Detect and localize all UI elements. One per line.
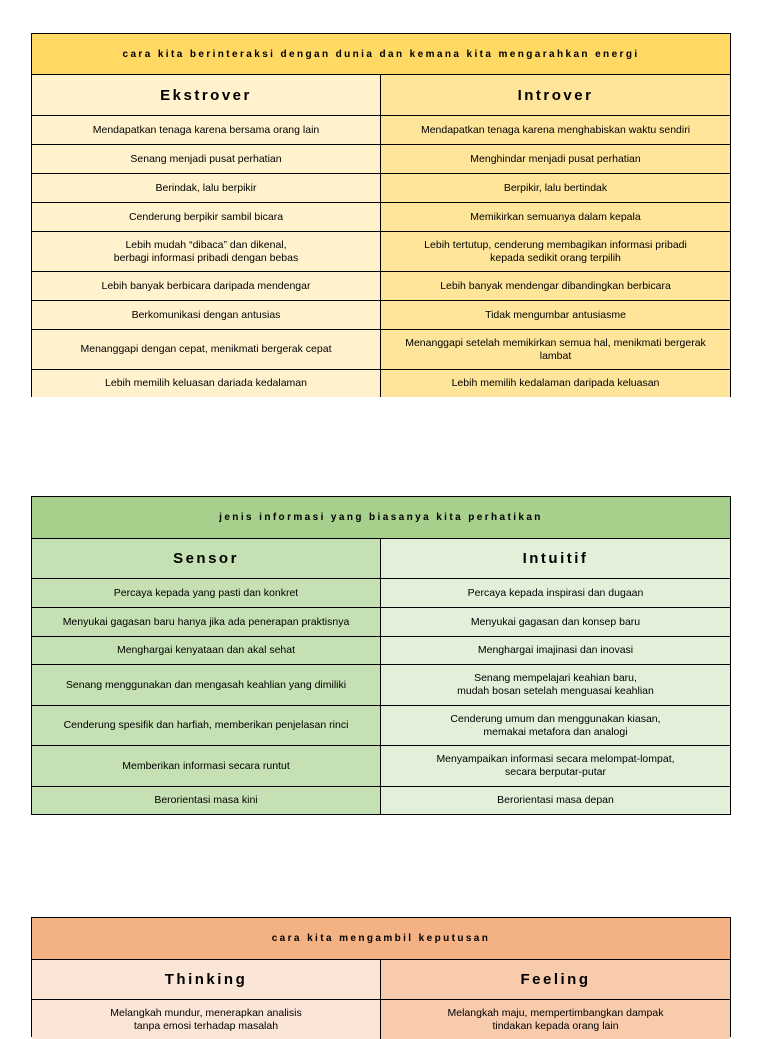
table-row [32, 231, 730, 271]
header-thinking: Thinking [32, 960, 381, 999]
table-row [32, 300, 730, 329]
table-row [32, 173, 730, 202]
header-intuitif: Intuitif [381, 539, 730, 578]
cell-right: Menghindar menjadi pusat perhatian [381, 145, 730, 173]
cell-left: Berorientasi masa kini [32, 787, 381, 814]
table-row [32, 664, 730, 705]
header-introver: Introver [381, 75, 730, 115]
table-row [32, 115, 730, 144]
cell-left: Berindak, lalu berpikir [32, 174, 381, 202]
table-row [32, 745, 730, 786]
cell-right: Menyampaikan informasi secara melompat-lompat, secara berputar-putar [381, 746, 730, 786]
header-sensor: Sensor [32, 539, 381, 578]
header-row [32, 959, 730, 999]
cell-left: Lebih memilih keluasan dariada kedalaman [32, 370, 381, 397]
table-row [32, 329, 730, 369]
table-title: cara kita mengambil keputusan [32, 918, 730, 959]
cell-right: Memikirkan semuanya dalam kepala [381, 203, 730, 231]
cell-left: Berkomunikasi dengan antusias [32, 301, 381, 329]
cell-right: Lebih memilih kedalaman daripada keluasan [381, 370, 730, 397]
table-row [32, 144, 730, 173]
cell-left: Menghargai kenyataan dan akal sehat [32, 637, 381, 664]
cell-left: Cenderung berpikir sambil bicara [32, 203, 381, 231]
table-row [32, 369, 730, 397]
cell-left: Percaya kepada yang pasti dan konkret [32, 579, 381, 607]
cell-left: Cenderung spesifik dan harfiah, memberikan penjelasan rinci [32, 706, 381, 745]
table-row [32, 786, 730, 814]
cell-right: Berpikir, lalu bertindak [381, 174, 730, 202]
cell-right: Senang mempelajari keahian baru, mudah bosan setelah menguasai keahlian [381, 665, 730, 705]
table-row [32, 607, 730, 636]
table-ekstrover-introver [31, 33, 731, 397]
table-row [32, 999, 730, 1039]
table-title: cara kita berinteraksi dengan dunia dan kemana kita mengarahkan energi [32, 34, 730, 74]
cell-right: Lebih tertutup, cenderung membagikan informasi pribadi kepada sedikit orang terpilih [381, 232, 730, 271]
cell-left: Menyukai gagasan baru hanya jika ada penerapan praktisnya [32, 608, 381, 636]
cell-left: Mendapatkan tenaga karena bersama orang lain [32, 116, 381, 144]
table-thinking-feeling [31, 917, 731, 1037]
cell-right: Cenderung umum dan menggunakan kiasan, memakai metafora dan analogi [381, 706, 730, 745]
cell-right: Menghargai imajinasi dan inovasi [381, 637, 730, 664]
cell-right: Menanggapi setelah memikirkan semua hal, menikmati bergerak lambat [381, 330, 730, 369]
cell-right: Lebih banyak mendengar dibandingkan berbicara [381, 272, 730, 300]
table-sensor-intuitif [31, 496, 731, 815]
header-row [32, 538, 730, 578]
table-row [32, 705, 730, 745]
cell-left: Senang menggunakan dan mengasah keahlian yang dimiliki [32, 665, 381, 705]
cell-right: Melangkah maju, mempertimbangkan dampak tindakan kepada orang lain [381, 1000, 730, 1039]
cell-right: Tidak mengumbar antusiasme [381, 301, 730, 329]
cell-right: Percaya kepada inspirasi dan dugaan [381, 579, 730, 607]
cell-left: Lebih banyak berbicara daripada mendengar [32, 272, 381, 300]
cell-left: Melangkah mundur, menerapkan analisis tanpa emosi terhadap masalah [32, 1000, 381, 1039]
cell-left: Senang menjadi pusat perhatian [32, 145, 381, 173]
table-row [32, 271, 730, 300]
cell-left: Memberikan informasi secara runtut [32, 746, 381, 786]
table-row [32, 202, 730, 231]
header-feeling: Feeling [381, 960, 730, 999]
table-row [32, 636, 730, 664]
header-row [32, 74, 730, 115]
cell-right: Menyukai gagasan dan konsep baru [381, 608, 730, 636]
cell-right: Berorientasi masa depan [381, 787, 730, 814]
table-title: jenis informasi yang biasanya kita perhatikan [32, 497, 730, 538]
cell-right: Mendapatkan tenaga karena menghabiskan waktu sendiri [381, 116, 730, 144]
header-ekstrover: Ekstrover [32, 75, 381, 115]
cell-left: Lebih mudah “dibaca” dan dikenal, berbagi informasi pribadi dengan bebas [32, 232, 381, 271]
table-row [32, 578, 730, 607]
cell-left: Menanggapi dengan cepat, menikmati bergerak cepat [32, 330, 381, 369]
